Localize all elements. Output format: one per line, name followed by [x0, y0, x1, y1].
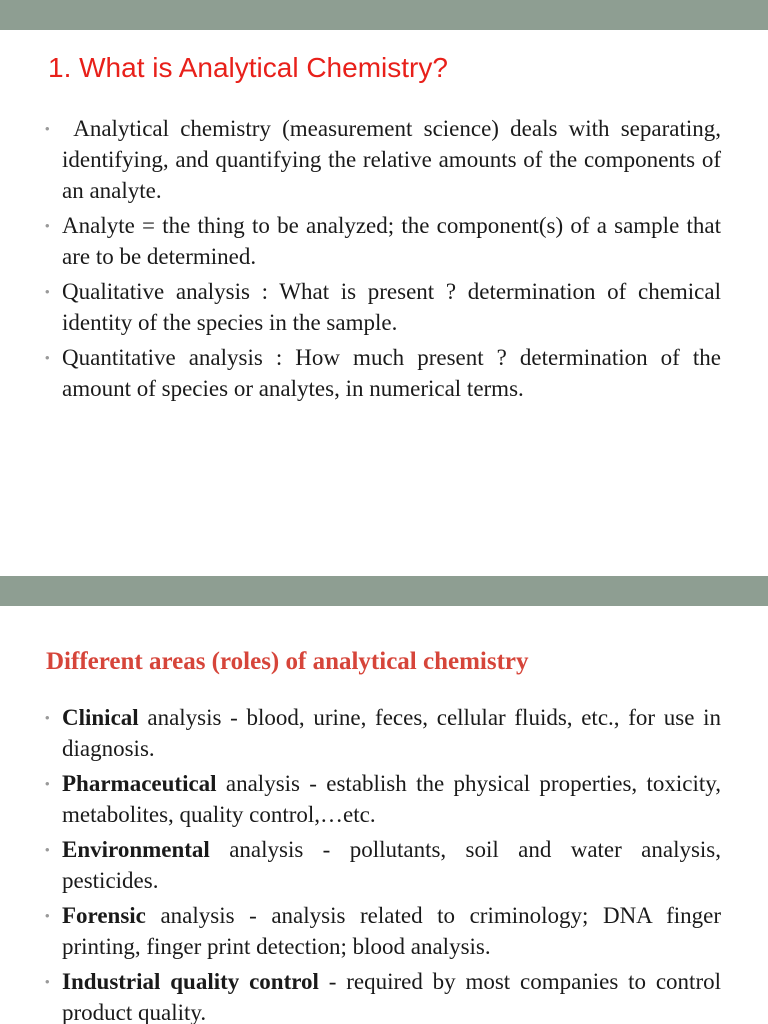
bullet-keyword: Clinical: [62, 705, 139, 730]
bullet-keyword: Forensic: [62, 903, 146, 928]
bullet-dot-icon: •: [45, 350, 50, 365]
bullet-text: analysis - establish the physical properties, toxicity, metabolites, quality control,…etc.: [62, 771, 721, 827]
bullet-dot-icon: •: [45, 218, 50, 233]
slide-header-bar: [0, 0, 768, 30]
bullet-item: [45, 276, 721, 338]
bullet-item: [45, 966, 721, 1024]
bullet-dot-icon: •: [45, 710, 50, 725]
bullet-dot-icon: •: [45, 121, 50, 136]
slide-2: [0, 576, 768, 1024]
slide-1-title: 1. What is Analytical Chemistry?: [48, 52, 448, 83]
bullet-text: analysis - analysis related to criminology; DNA finger printing, finger print detection; blood analysis.: [62, 903, 721, 959]
bullet-item: [45, 702, 721, 764]
bullet-item: [45, 900, 721, 962]
bullet-text: Analytical chemistry (measurement science) deals with separating, identifying, and quantifying the relative amounts of the components of an analyte.: [62, 116, 721, 203]
bullet-dot-icon: •: [45, 842, 50, 857]
slide-2-bullet-list: [45, 702, 721, 1024]
bullet-item: [45, 834, 721, 896]
bullet-dot-icon: •: [45, 974, 50, 989]
bullet-text: Quantitative analysis : How much present ? determination of the amount of species or analytes, in numerical terms.: [62, 345, 721, 401]
bullet-keyword: Pharmaceutical: [62, 771, 217, 796]
bullet-dot-icon: •: [45, 284, 50, 299]
slide-2-title: Different areas (roles) of analytical chemistry: [46, 648, 529, 675]
bullet-text: - required by most companies to control product quality.: [62, 969, 721, 1024]
bullet-item: [45, 768, 721, 830]
bullet-text: Analyte = the thing to be analyzed; the component(s) of a sample that are to be determined.: [62, 213, 721, 269]
bullet-item: [45, 342, 721, 404]
bullet-dot-icon: •: [45, 776, 50, 791]
bullet-text: Qualitative analysis : What is present ? determination of chemical identity of the species in the sample.: [62, 279, 721, 335]
bullet-text: analysis - blood, urine, feces, cellular fluids, etc., for use in diagnosis.: [62, 705, 721, 761]
bullet-keyword: Environmental: [62, 837, 210, 862]
slide-header-bar: [0, 576, 768, 606]
bullet-item: [45, 113, 721, 206]
bullet-text: analysis - pollutants, soil and water analysis, pesticides.: [62, 837, 721, 893]
bullet-item: [45, 210, 721, 272]
bullet-dot-icon: •: [45, 908, 50, 923]
bullet-keyword: Industrial quality control: [62, 969, 319, 994]
slide-1-bullet-list: [45, 113, 721, 408]
